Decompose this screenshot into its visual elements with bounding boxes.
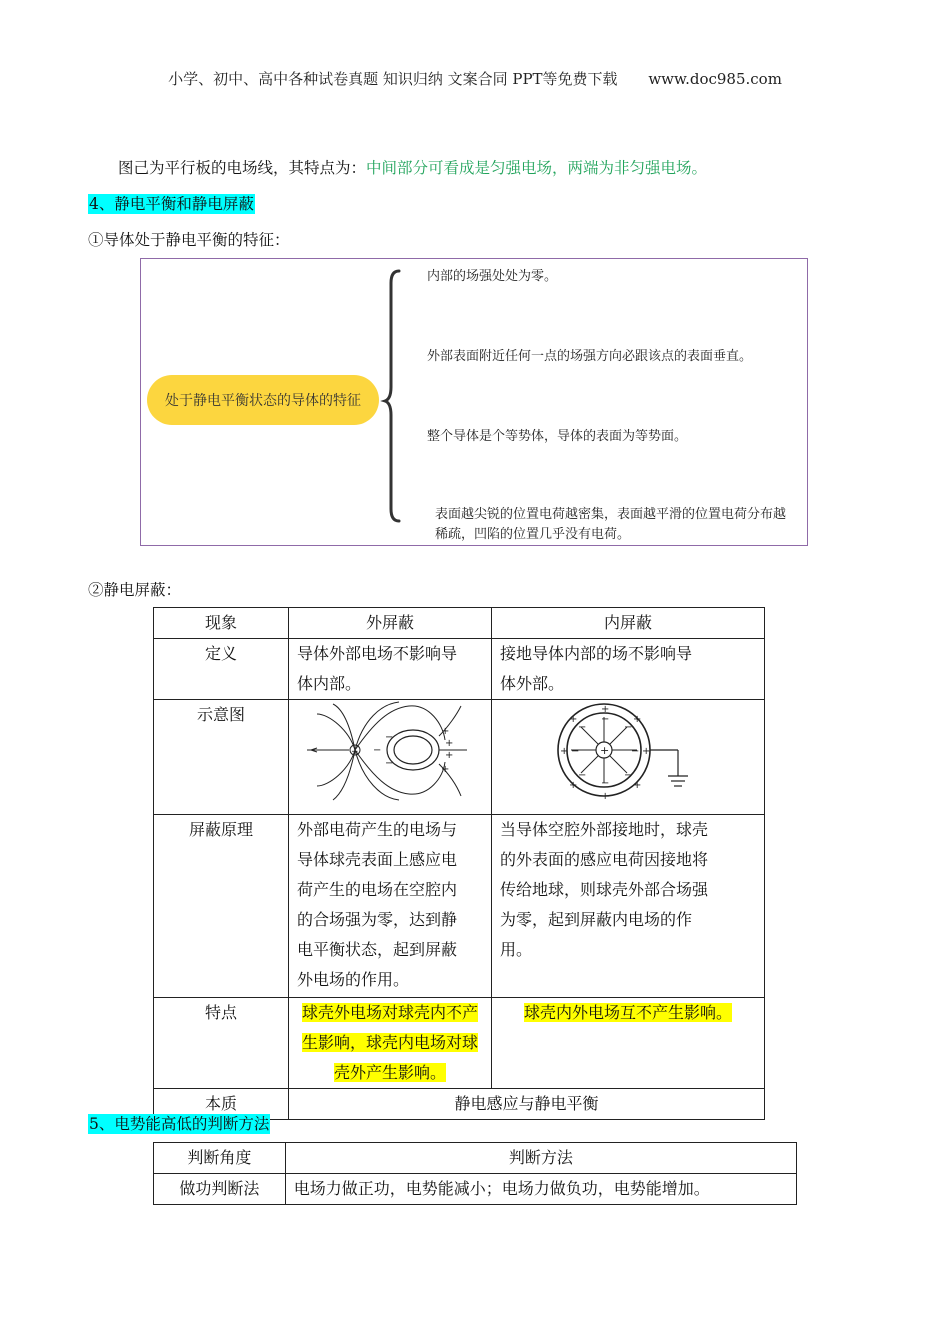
feature-inner [492, 998, 765, 1089]
svg-text:+: + [633, 714, 642, 725]
header-cell: 外屏蔽 [289, 608, 492, 639]
table-row [154, 998, 765, 1089]
svg-text:+: + [642, 746, 651, 757]
header-cell: 现象 [154, 608, 289, 639]
intro-paragraph [118, 156, 707, 178]
svg-text:+: + [560, 746, 569, 757]
essence-value: 静电感应与静电平衡 [289, 1089, 765, 1120]
mindmap-leaf-2: 外部表面附近任何一点的场强方向必跟该点的表面垂直。 [427, 349, 753, 364]
svg-text:−: − [624, 770, 633, 781]
svg-text:+: + [441, 764, 450, 775]
mindmap-leaf-4b: 稀疏，凹陷的位置几乎没有电荷。 [435, 527, 631, 542]
svg-text:+: + [569, 780, 578, 791]
text-line: 为零，起到屏蔽内电场的作 [500, 910, 693, 929]
outer-shield-diagram [289, 700, 489, 804]
svg-text:−: − [571, 746, 580, 757]
section4-title-text: 4、静电平衡和静电屏蔽 [89, 195, 254, 213]
text-line: 当导体空腔外部接地时，球壳 [500, 820, 709, 839]
svg-text:−: − [631, 746, 640, 757]
header-cell: 内屏蔽 [492, 608, 765, 639]
row-label: 定义 [154, 639, 289, 700]
principle-outer [289, 815, 492, 998]
table-row [154, 1174, 797, 1205]
shielding-table [153, 607, 765, 1120]
row-label: 本质 [154, 1089, 289, 1120]
text-line: 外电场的作用。 [297, 970, 410, 989]
row-value: 电场力做正功，电势能减小；电场力做负功，电势能增加。 [285, 1174, 796, 1205]
text-line: 体内部。 [297, 674, 362, 693]
text-line: 电平衡状态，起到屏蔽 [297, 940, 458, 959]
svg-text:+: + [601, 704, 610, 715]
text-line: 用。 [500, 940, 533, 959]
potential-energy-table [153, 1142, 797, 1205]
inner-shield-diagram-cell [492, 700, 765, 815]
principle-inner [492, 815, 765, 998]
header-cell: 判断方法 [285, 1143, 796, 1174]
text-line: 的合场强为零，达到静 [297, 910, 458, 929]
row-label: 做功判断法 [154, 1174, 286, 1205]
svg-text:−: − [578, 722, 587, 733]
svg-text:+: + [445, 750, 454, 761]
table-row [154, 608, 765, 639]
svg-text:−: − [601, 714, 610, 725]
row-label: 屏蔽原理 [154, 815, 289, 998]
svg-text:−: − [578, 770, 587, 781]
text-line: 生影响，球壳内电场对球 [302, 1033, 479, 1052]
svg-text:−: − [385, 758, 394, 769]
text-line: 外部电荷产生的电场与 [297, 820, 458, 839]
svg-text:−: − [385, 732, 394, 743]
svg-text:+: + [569, 714, 578, 725]
text-line: 体外部。 [500, 674, 565, 693]
text-line: 球壳外电场对球壳内不产 [302, 1003, 479, 1022]
inner-shield-diagram [492, 700, 762, 804]
text-line: 的外表面的感应电荷因接地将 [500, 850, 709, 869]
row-label: 特点 [154, 998, 289, 1089]
page-header [0, 68, 950, 89]
mindmap-center: 处于静电平衡状态的导体的特征 [147, 375, 379, 425]
section5-title [88, 1112, 270, 1134]
table-row [154, 639, 765, 700]
header-url[interactable]: www.doc985.com [648, 70, 782, 88]
svg-text:+: + [601, 791, 610, 802]
header-cell: 判断角度 [154, 1143, 286, 1174]
mindmap-leaf-1: 内部的场强处处为零。 [427, 269, 558, 284]
section4-title [88, 192, 255, 214]
def-outer [289, 639, 492, 700]
section4-sub1: ①导体处于静电平衡的特征： [88, 231, 290, 249]
text-line: 接地导体内部的场不影响导 [500, 644, 693, 663]
svg-text:−: − [601, 778, 610, 789]
text-line: 壳外产生影响。 [334, 1063, 447, 1082]
svg-text:−: − [373, 745, 382, 756]
svg-text:+: + [351, 747, 359, 757]
table-row [154, 1143, 797, 1174]
header-text: 小学、初中、高中各种试卷真题 知识归纳 文案合同 PPT等免费下载 [168, 70, 618, 88]
feature-outer [289, 998, 492, 1089]
svg-text:+: + [600, 744, 610, 757]
text-line: 导体外部电场不影响导 [297, 644, 458, 663]
text-line: 球壳内外电场互不产生影响。 [523, 1003, 732, 1022]
mindmap-leaf-4a: 表面越尖锐的位置电荷越密集，表面越平滑的位置电荷分布越 [435, 507, 787, 522]
svg-text:+: + [441, 726, 450, 737]
row-label: 示意图 [154, 700, 289, 815]
table-row [154, 700, 765, 815]
table-row [154, 815, 765, 998]
intro-green: 中间部分可看成是匀强电场，两端为非匀强电场。 [366, 159, 708, 177]
text-line: 荷产生的电场在空腔内 [297, 880, 458, 899]
section5-title-text: 5、电势能高低的判断方法 [89, 1115, 270, 1133]
outer-shield-diagram-cell [289, 700, 492, 815]
text-line: 导体球壳表面上感应电 [297, 850, 458, 869]
section4-sub2: ②静电屏蔽： [88, 581, 182, 599]
def-inner [492, 639, 765, 700]
text-line: 传给地球，则球壳外部合场强 [500, 880, 709, 899]
svg-text:+: + [633, 780, 642, 791]
intro-lead: 图己为平行板的电场线，其特点为： [118, 159, 367, 177]
svg-text:+: + [445, 738, 454, 749]
mindmap-box [140, 258, 808, 546]
mindmap-leaf-3: 整个导体是个等势体，导体的表面为等势面。 [427, 429, 688, 444]
svg-text:−: − [624, 722, 633, 733]
